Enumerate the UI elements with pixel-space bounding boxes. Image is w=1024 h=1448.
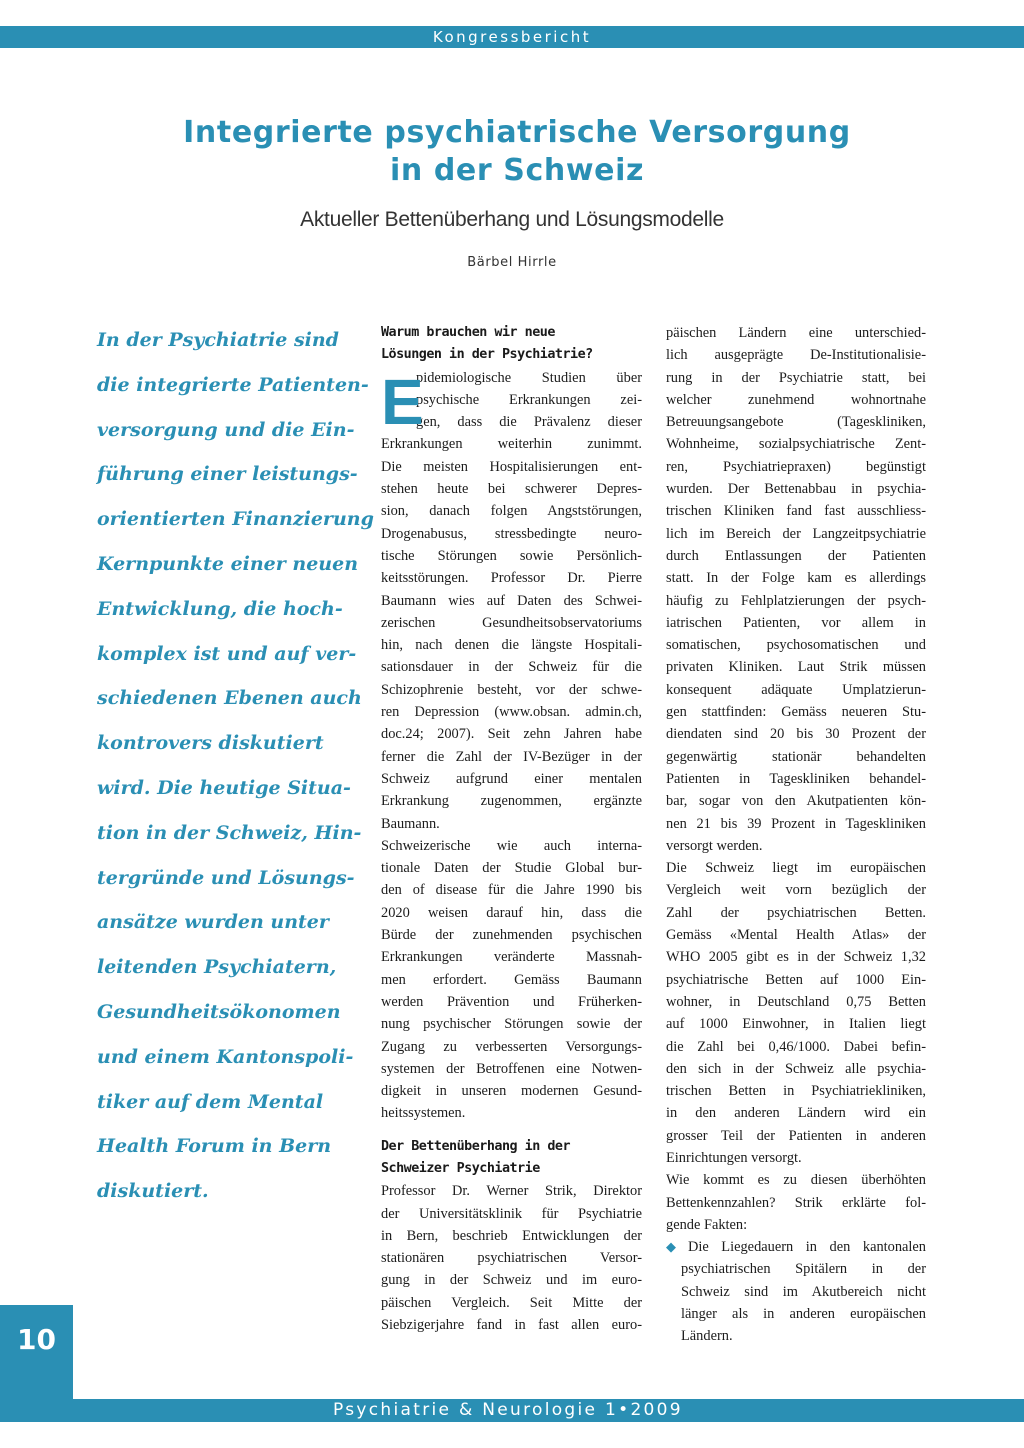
text-line: Die meisten Hospitalisierungen ent- bbox=[381, 458, 642, 475]
text-line: versorgt werden. bbox=[666, 837, 763, 854]
text-line: Patienten in Tageskliniken behandel- bbox=[666, 770, 926, 787]
lead-line: In der Psychiatrie sind bbox=[97, 329, 339, 351]
text-line: päischen Ländern eine unterschied- bbox=[666, 325, 926, 341]
text-line: stationären psychiatrischen Versor- bbox=[381, 1250, 642, 1267]
text-line: Professor Dr. Werner Strik, Direktor bbox=[381, 1183, 642, 1200]
lead-line: tergründe und Lösungs- bbox=[97, 866, 355, 889]
text-line: wurden. Der Bettenabbau in psychia- bbox=[666, 481, 926, 498]
text-line: Einrichtungen versorgt. bbox=[666, 1149, 802, 1166]
text-line: den sich in der Schweiz alle psychia- bbox=[666, 1060, 926, 1077]
lead-line: Entwicklung, die hoch- bbox=[97, 597, 343, 620]
dropcap-letter: E bbox=[381, 365, 424, 438]
diamond-bullet-icon: ◆ bbox=[666, 1239, 685, 1255]
text-line: statt. In der Folge kam es allerdings bbox=[666, 570, 926, 587]
text-line: Betreuungsangebote (Tageskliniken, bbox=[666, 414, 926, 431]
text-line: durch Entlassungen der Patienten bbox=[666, 547, 926, 564]
text-line: Zahl der psychiatrischen Betten. bbox=[666, 904, 926, 921]
text-line: ren Depression (www.obsan. admin.ch, bbox=[381, 704, 642, 721]
text-line: nung psychischer Störungen sowie der bbox=[381, 1016, 642, 1033]
bullet-first-line bbox=[666, 1236, 926, 1258]
text-line: pidemiologische Studien über bbox=[416, 369, 642, 386]
text-line: sion, danach folgen Angststörungen, bbox=[381, 503, 642, 520]
lead-line: diskutiert. bbox=[97, 1180, 209, 1203]
text-line: der Universitätsklinik für Psychiatrie bbox=[381, 1205, 642, 1222]
dropcap-block bbox=[381, 365, 642, 438]
article-author: Bärbel Hirrle bbox=[467, 255, 557, 270]
lead-line: wird. Die heutige Situa- bbox=[97, 776, 351, 799]
body-column-middle bbox=[381, 322, 642, 1336]
bullet-text: Die Liegedauern in den kantonalen bbox=[687, 1239, 926, 1256]
text-line: auf 1000 Einwohner, in Italien liegt bbox=[666, 1016, 926, 1033]
text-line: hin, nach denen die längste Hospitali- bbox=[381, 637, 642, 654]
lead-line: tion in der Schweiz, Hin- bbox=[97, 821, 362, 844]
lead-line: Kernpunkte einer neuen bbox=[97, 552, 359, 575]
text-line: rung in der Psychiatrie statt, bei bbox=[666, 369, 926, 386]
body-column-right bbox=[666, 322, 926, 1348]
text-line: Schizophrenie besteht, vor der schwe- bbox=[381, 681, 642, 698]
section-heading: Warum brauchen wir neue bbox=[381, 325, 555, 340]
text-line: iatrischen Patienten, vor allem in bbox=[666, 614, 926, 631]
journal-name: Psychiatrie & Neurologie 1•2009 bbox=[333, 1400, 683, 1420]
text-line: Vergleich weit vorn bezüglich der bbox=[666, 882, 926, 899]
section-heading: Der Bettenüberhang in der bbox=[381, 1138, 571, 1154]
text-line: gen stattfinden: Gemäss neueren Stu- bbox=[666, 704, 926, 721]
text-line: Schweiz sind im Akutbereich nicht bbox=[681, 1283, 926, 1300]
text-line: digkeit in unseren modernen Gesund- bbox=[381, 1083, 642, 1100]
section-heading: Lösungen in der Psychiatrie? bbox=[381, 347, 593, 363]
lead-line: und einem Kantonspoli- bbox=[97, 1045, 354, 1068]
text-line: gende Fakten: bbox=[666, 1216, 748, 1233]
text-line: bar, sogar von den Akutpatienten kön- bbox=[666, 793, 926, 810]
text-line: keitsstörungen. Professor Dr. Pierre bbox=[381, 570, 642, 587]
text-line: trischen Betten in Psychiatriekliniken, bbox=[666, 1083, 926, 1100]
text-line: sationsdauer in der Schweiz für die bbox=[381, 659, 642, 676]
text-line: Schweiz aufgrund einer mentalen bbox=[381, 770, 642, 787]
text-line: diendaten sind 20 bis 30 Prozent der bbox=[666, 726, 926, 743]
text-line: gegenwärtig stationär behandelten bbox=[666, 748, 926, 765]
text-line: gen, dass die Prävalenz dieser bbox=[416, 414, 642, 431]
text-line: zerischen Gesundheitsobservatoriums bbox=[381, 614, 642, 631]
text-line: Schweizerische wie auch interna- bbox=[381, 837, 642, 854]
text-line: in den anderen Ländern wird ein bbox=[666, 1105, 926, 1122]
paragraph bbox=[666, 322, 926, 857]
text-line: lich im Bereich der Langzeitpsychiatrie bbox=[666, 525, 926, 542]
title-line: Integrierte psychiatrische Versorgung bbox=[183, 115, 851, 150]
lead-paragraph bbox=[97, 318, 374, 1214]
text-line: welcher zunehmend wohnortnahe bbox=[666, 391, 926, 408]
text-line: in Bern, beschrieb Entwicklungen der bbox=[381, 1227, 642, 1244]
text-line: wohner, in Deutschland 0,75 Betten bbox=[666, 993, 926, 1010]
text-line: psychische Erkrankungen zei- bbox=[416, 391, 642, 408]
text-line: Zugang zu verbesserten Versorgungs- bbox=[381, 1038, 642, 1055]
bullet-continuation bbox=[666, 1258, 926, 1347]
text-line: Bettenkennzahlen? Strik erklärte fol- bbox=[666, 1194, 926, 1211]
text-line: Wie kommt es zu diesen überhöhten bbox=[666, 1172, 926, 1189]
text-line: konsequent adäquate Umplatzierun- bbox=[666, 681, 926, 698]
text-line: stehen heute bei schwerer Depres- bbox=[381, 481, 642, 498]
text-line: trischen Kliniken fand fast ausschliess- bbox=[666, 503, 926, 520]
paragraph bbox=[381, 835, 642, 1125]
text-line: tische Störungen sowie Persönlich- bbox=[381, 547, 642, 564]
lead-line: tiker auf dem Mental bbox=[97, 1090, 324, 1113]
title-line: in der Schweiz bbox=[389, 153, 645, 188]
text-line: ferner die Zahl der IV-Bezüger in der bbox=[381, 748, 642, 765]
text-line: den of disease für die Jahre 1990 bis bbox=[381, 882, 642, 899]
paragraph bbox=[666, 857, 926, 1169]
lead-line: schiedenen Ebenen auch bbox=[97, 687, 362, 710]
text-line: häufig zu Fehlplatzierungen der psych- bbox=[666, 592, 926, 609]
text-line: werden Prävention und Früherken- bbox=[381, 993, 642, 1010]
text-line: länger als in anderen europäischen bbox=[681, 1306, 926, 1323]
text-line: 2020 weisen darauf hin, dass die bbox=[381, 904, 642, 921]
text-line: psychiatrische Betten auf 1000 Ein- bbox=[666, 971, 926, 988]
section-label: Kongressbericht bbox=[432, 28, 592, 46]
spacer bbox=[381, 1125, 642, 1136]
text-line: Bürde der zunehmenden psychischen bbox=[381, 927, 642, 944]
lead-line: Gesundheitsökonomen bbox=[97, 1000, 341, 1023]
text-line: gung in der Schweiz und im euro- bbox=[381, 1272, 642, 1289]
text-line: ren, Psychiatriepraxen) begünstigt bbox=[666, 458, 926, 475]
footer-bar bbox=[0, 1399, 1024, 1422]
text-line: Siebzigerjahre fand in fast allen euro- bbox=[381, 1317, 642, 1334]
page-number: 10 bbox=[17, 1323, 56, 1356]
text-line: lich ausgeprägte De-Institutionalisie- bbox=[666, 347, 926, 364]
text-line: heitssystemen. bbox=[381, 1105, 466, 1122]
text-line: doc.24; 2007). Seit zehn Jahren habe bbox=[381, 726, 642, 743]
paragraph bbox=[381, 1180, 642, 1336]
text-line: Erkrankungen veränderte Massnah- bbox=[381, 949, 642, 966]
article-title bbox=[60, 114, 974, 190]
lead-line: leitenden Psychiatern, bbox=[97, 956, 337, 979]
lead-line: ansätze wurden unter bbox=[97, 911, 329, 934]
text-line: psychiatrischen Spitälern in der bbox=[681, 1261, 926, 1278]
text-line: grosser Teil der Patienten in anderen bbox=[666, 1127, 926, 1144]
lead-line: führung einer leistungs- bbox=[97, 463, 358, 486]
section-header-bar bbox=[0, 26, 1024, 48]
text-line: Erkrankung zugenommen, ergänzte bbox=[381, 793, 642, 810]
text-line: Gemäss «Mental Health Atlas» der bbox=[666, 927, 926, 944]
text-line: die Zahl bei 0,46/1000. Dabei befin- bbox=[666, 1038, 926, 1055]
text-line: Erkrankungen weiterhin zunimmt. bbox=[381, 436, 642, 453]
text-line: privaten Kliniken. Laut Strik müssen bbox=[666, 659, 926, 676]
text-line: päischen Vergleich. Seit Mitte der bbox=[381, 1294, 642, 1311]
lead-line: Health Forum in Bern bbox=[97, 1135, 332, 1158]
text-line: Drogenabusus, stressbedingte neuro- bbox=[381, 525, 642, 542]
text-line: men erfordert. Gemäss Baumann bbox=[381, 971, 642, 988]
paragraph bbox=[666, 1169, 926, 1236]
paragraph bbox=[381, 433, 642, 834]
text-line: Ländern. bbox=[681, 1328, 733, 1345]
section-heading: Schweizer Psychiatrie bbox=[381, 1160, 540, 1176]
lead-line: versorgung und die Ein- bbox=[97, 418, 355, 441]
text-line: Baumann wies auf Daten des Schwei- bbox=[381, 592, 642, 609]
text-line: Die Schweiz liegt im europäischen bbox=[666, 860, 926, 877]
lead-line: orientierten Finanzierung bbox=[97, 508, 374, 531]
lead-line: komplex ist und auf ver- bbox=[97, 642, 357, 665]
text-line: systemen der Betroffenen eine Notwen- bbox=[381, 1060, 642, 1077]
text-line: Baumann. bbox=[381, 815, 440, 832]
text-line: somatischen, psychosomatischen und bbox=[666, 637, 926, 654]
text-line: tionale Daten der Studie Global bur- bbox=[381, 860, 642, 877]
page-number-box bbox=[0, 1305, 73, 1399]
article-subtitle: Aktueller Bettenüberhang und Lösungsmodelle bbox=[300, 208, 724, 231]
text-line: Wohnheime, sozialpsychiatrische Zent- bbox=[666, 436, 926, 453]
lead-line: die integrierte Patienten- bbox=[97, 373, 369, 396]
text-line: nen 21 bis 39 Prozent in Tageskliniken bbox=[666, 815, 926, 832]
text-line: WHO 2005 gibt es in der Schweiz 1,32 bbox=[666, 949, 926, 966]
lead-line: kontrovers diskutiert bbox=[97, 732, 324, 755]
bullet-item bbox=[666, 1236, 926, 1347]
